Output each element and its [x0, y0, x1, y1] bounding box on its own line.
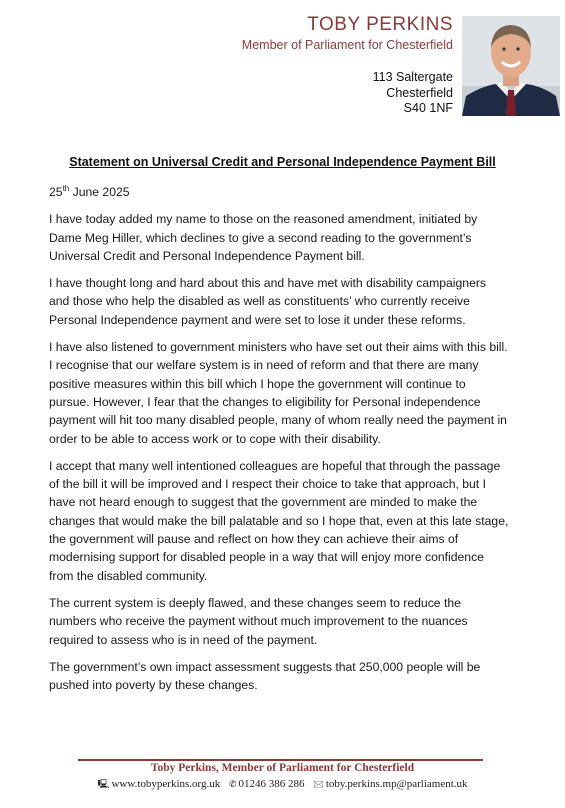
address-block: [303, 70, 453, 117]
footer-email[interactable]: toby.perkins.mp@parliament.uk: [325, 778, 468, 790]
address-line: S40 1NF: [403, 101, 453, 115]
statement-paragraph: The current system is deeply flawed, and these changes seem to reduce the numbers who receive the payment without much improvement to the nuances required to assess who is in need of the payment.: [49, 595, 468, 647]
letterhead-name: TOBY PERKINS: [307, 14, 453, 35]
statement-paragraph: I have thought long and hard about this and have met with disability campaigners and those who help the disabled as well as constituents’ who currently receive Personal Independence payment and were set to lose it under these reforms.: [49, 276, 486, 327]
phone-icon: ✆: [229, 780, 237, 790]
footer-website[interactable]: www.tobyperkins.org.uk: [111, 778, 221, 790]
email-icon: 🖂: [313, 780, 324, 790]
statement-paragraph: I have also listened to government ministers who have set out their aims with this bill. I recognise that our welfare system is in need of reform and that there are many positive measures within this bill which I hope the government will continue to pursue. However, I fear that the changes to eligibility for Personal independence payment will hit too many disabled people, many of whom really need the payment in order to be able to access work or to cope with their disability.: [49, 340, 508, 446]
statement-paragraph: The government’s own impact assessment suggests that 250,000 people will be pushed into poverty by these changes.: [49, 659, 481, 693]
footer-divider: [78, 759, 483, 761]
statement-body: [49, 183, 509, 703]
statement-paragraph: I accept that many well intentioned colleagues are hopeful that through the passage of the bill it will be improved and I respect their choice to take that approach, but I have not heard enough to suggest that the government are minded to make the changes that would make the bill palatable and so I hope that, even at this late stage, the government will pause and reflect on how they can achieve their aims of modernising support for disabled people in a way that will enjoy more confidence from the disabled community.: [49, 458, 509, 583]
date-rest: June 2025: [69, 185, 130, 199]
footer-contacts: [0, 777, 565, 793]
address-line: 113 Saltergate: [372, 70, 453, 84]
statement-title: Statement on Universal Credit and Personal Independence Payment Bill: [69, 155, 496, 169]
statement-paragraph: I have today added my name to those on the reasoned amendment, initiated by Dame Meg Hiller, which declines to give a second reading to the government’s Universal Credit and Personal Independence Payment bill.: [49, 212, 478, 263]
footer-phone[interactable]: 01246 386 286: [238, 778, 305, 790]
date-suffix: th: [62, 183, 70, 193]
date-day: 25: [49, 185, 63, 199]
footer-name: Toby Perkins, Member of Parliament for Chesterfield: [150, 762, 415, 774]
computer-icon: 🖳: [97, 780, 110, 790]
statement-date: [49, 183, 509, 201]
address-line: Chesterfield: [386, 85, 453, 100]
letterhead-role: Member of Parliament for Chesterfield: [241, 38, 453, 52]
portrait-photo: [462, 16, 560, 116]
